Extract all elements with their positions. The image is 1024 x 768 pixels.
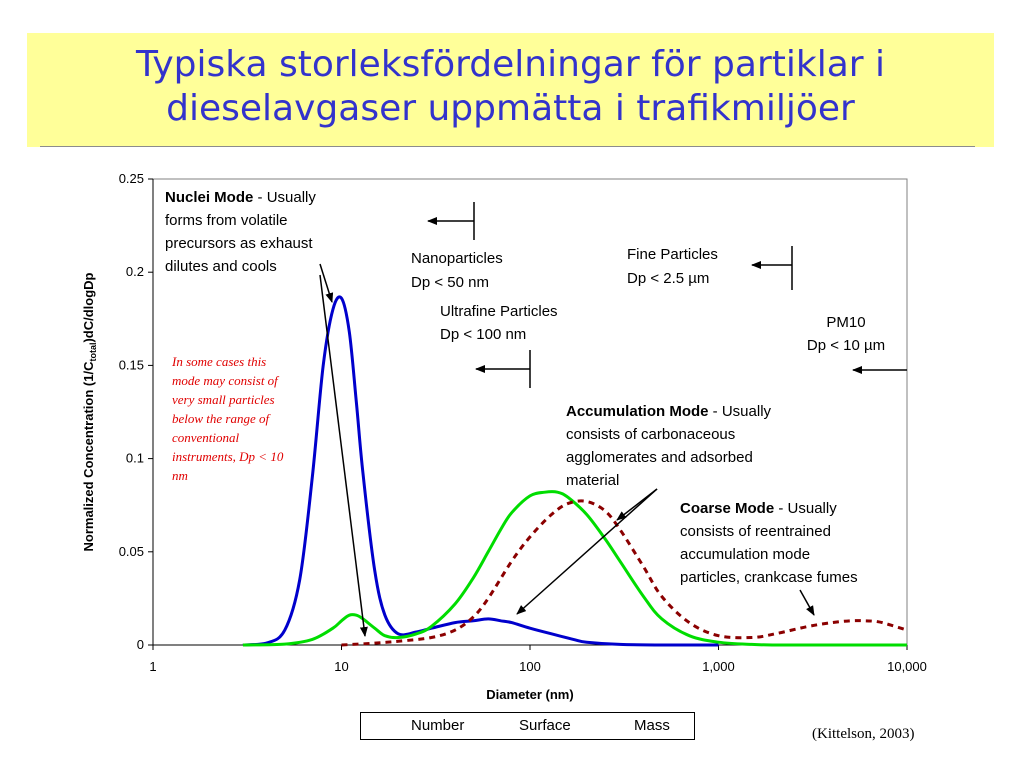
- y-tick-label: 0.05: [118, 543, 144, 559]
- nuclei-mode-annotation: [165, 189, 316, 206]
- y-axis-title-subscript: total: [88, 342, 98, 362]
- accumulation-mode-pointer-arrow: [517, 489, 657, 614]
- coarse-mode-pointer-arrow: [800, 590, 814, 615]
- coarse-mode-line-1: - Usually: [774, 500, 837, 517]
- accumulation-mode-line-2: consists of carbonaceous: [566, 426, 736, 443]
- x-tick-label: 100: [519, 659, 541, 674]
- legend-mass-label: Mass: [634, 717, 670, 734]
- coarse-mode-line-4: particles, crankcase fumes: [680, 569, 858, 586]
- y-axis-title-end: )dC/dlogDp: [81, 272, 96, 343]
- x-axis-title: Diameter (nm): [486, 687, 574, 702]
- coarse-mode-heading: Coarse Mode: [680, 500, 775, 517]
- nuclei-mode-line-2: forms from volatile: [165, 212, 288, 229]
- nuclei-mode-long-pointer-arrow: [320, 275, 365, 636]
- x-tick-label: 1,000: [702, 659, 735, 674]
- accumulation-mode-line-3: agglomerates and adsorbed: [566, 449, 753, 466]
- coarse-mode-line-3: accumulation mode: [680, 546, 811, 563]
- y-tick-label: 0: [136, 637, 144, 652]
- red-note-line-5: conventional: [172, 430, 240, 445]
- series-line-number: [243, 297, 719, 645]
- y-axis-title-main: Normalized Concentration (1/C: [81, 361, 96, 552]
- accumulation-mode-line-4: material: [566, 472, 620, 489]
- nuclei-mode-pointer-arrow: [320, 264, 332, 302]
- x-axis-ticks: [149, 645, 927, 674]
- red-note-line-1: In some cases this: [172, 354, 267, 369]
- nuclei-mode-line-4: dilutes and cools: [165, 258, 277, 275]
- x-tick-label: 10: [334, 659, 349, 674]
- ultrafine-label: Ultrafine Particles: [440, 303, 558, 320]
- y-tick-label: 0.25: [118, 171, 144, 186]
- nuclei-mode-line-1: - Usually: [253, 189, 316, 206]
- accumulation-mode-heading: Accumulation Mode: [566, 403, 709, 420]
- nanoparticles-range: Dp < 50 nm: [411, 274, 489, 291]
- y-axis-ticks: [119, 171, 153, 652]
- pm10-range: Dp < 10 µm: [806, 337, 886, 354]
- source-credit: (Kittelson, 2003): [812, 726, 915, 742]
- pm10-label: PM10: [826, 314, 866, 331]
- nanoparticles-label: Nanoparticles: [411, 250, 503, 267]
- nuclei-mode-line-3: precursors as exhaust: [165, 235, 313, 252]
- accumulation-mode-annotation: [566, 403, 772, 420]
- nuclei-mode-heading: Nuclei Mode: [165, 189, 254, 206]
- red-note-line-3: very small particles: [172, 392, 275, 407]
- legend-surface-label: Surface: [519, 717, 571, 734]
- red-note-line-7: nm: [172, 468, 188, 483]
- slide-title: Typiska storleksfördelningar för partiklar i dieselavgaser uppmätta i trafikmiljöer: [135, 44, 886, 129]
- y-tick-label: 0.2: [125, 264, 144, 280]
- fine-particles-label: Fine Particles: [627, 246, 718, 263]
- red-note-line-6: instruments, Dp < 10: [172, 449, 284, 464]
- x-tick-label: 10,000: [887, 659, 927, 674]
- chart-legend: [360, 712, 695, 740]
- y-tick-label: 0.1: [125, 450, 144, 466]
- coarse-mode-annotation: [680, 500, 837, 517]
- fine-particles-range: Dp < 2.5 µm: [627, 270, 710, 287]
- ultrafine-range: Dp < 100 nm: [440, 326, 527, 343]
- legend-number-label: Number: [411, 717, 465, 734]
- accumulation-mode-short-pointer-arrow: [617, 489, 657, 520]
- red-note-line-4: below the range of: [172, 411, 270, 426]
- coarse-mode-line-2: consists of reentrained: [680, 523, 831, 540]
- red-note-line-2: mode may consist of: [172, 373, 278, 388]
- y-axis-title: [81, 272, 98, 551]
- y-tick-label: 0.15: [118, 357, 144, 373]
- accumulation-mode-line-1: - Usually: [708, 403, 772, 420]
- x-tick-label: 1: [149, 659, 157, 674]
